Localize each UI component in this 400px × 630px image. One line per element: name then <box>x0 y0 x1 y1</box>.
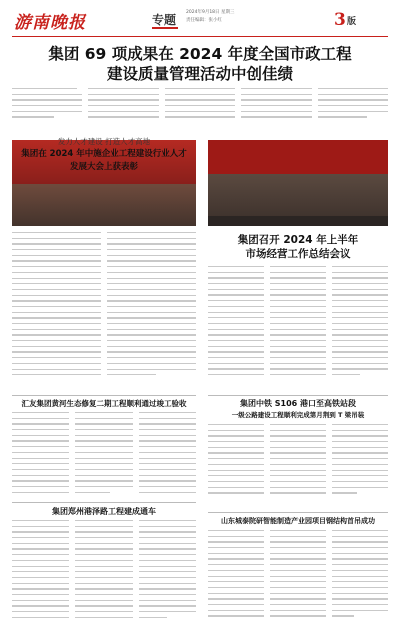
right-bottom-story-title: 山东城泰院研智能制造产业园项目钢结构首吊成功 <box>221 517 375 525</box>
section-underline <box>152 27 178 29</box>
text-column <box>165 88 235 132</box>
text-column <box>107 232 196 392</box>
right-feature-title-line2: 市场经营工作总结会议 <box>245 248 351 260</box>
text-column <box>332 424 388 498</box>
right-mid-story-title-line1: 集团中铁 S106 港口至高铁站段 <box>239 399 357 408</box>
left-feature-kicker: 发力人才建设 打造人才高地 <box>57 137 151 146</box>
text-column <box>12 232 101 392</box>
text-column <box>139 412 196 498</box>
top-article-body <box>12 88 388 132</box>
left-feature-title-line1: 集团在 2024 年中施企业工程建设行业人才 <box>21 149 187 159</box>
text-column <box>88 88 158 132</box>
header-rule <box>12 36 388 37</box>
audience-area <box>12 184 196 226</box>
masthead <box>0 0 400 36</box>
main-headline-line2: 建设质量管理活动中创佳绩 <box>106 65 293 83</box>
left-feature-title-line2: 发展大会上获表彰 <box>69 162 138 172</box>
section-divider <box>208 395 388 396</box>
text-column <box>270 266 326 392</box>
text-column <box>139 520 196 624</box>
issue-editor: 责任编辑：张小红 <box>186 18 222 23</box>
text-column <box>241 88 311 132</box>
stage-floor <box>208 216 388 226</box>
text-column <box>332 266 388 392</box>
text-column <box>75 412 132 498</box>
text-column <box>270 530 326 624</box>
text-column <box>75 520 132 624</box>
section-divider <box>208 512 388 513</box>
text-column <box>318 88 388 132</box>
left-bottom-story-title: 集团郑州港泽路工程建成通车 <box>52 507 156 516</box>
left-mid-story-body <box>12 412 196 498</box>
text-column <box>208 266 264 392</box>
text-column <box>332 530 388 624</box>
right-feature-photo <box>208 140 388 226</box>
right-feature-title-line1: 集团召开 2024 年上半年 <box>237 234 359 246</box>
section-divider <box>12 502 196 503</box>
issue-date: 2024年9月18日 星期三 <box>186 10 235 15</box>
page-suffix: 版 <box>347 17 357 27</box>
right-feature-body <box>208 266 388 392</box>
text-column <box>270 424 326 498</box>
text-column <box>12 88 82 132</box>
page-number: 3 <box>334 10 346 30</box>
text-column <box>12 412 69 498</box>
main-headline-line1: 集团 69 项成果在 2024 年度全国市政工程 <box>48 45 352 63</box>
issue-meta <box>186 9 234 25</box>
right-mid-story-body <box>208 424 388 498</box>
section-divider <box>12 395 196 396</box>
left-feature-body <box>12 232 196 392</box>
newspaper-logo: 游南晚报 <box>14 13 86 33</box>
right-mid-story-title-line2: 一级公路建设工程顺利完成第月荆到 T 梁吊装 <box>231 411 365 419</box>
left-bottom-story-body <box>12 520 196 624</box>
section-title: 专题 <box>152 13 177 27</box>
right-bottom-story-body <box>208 530 388 624</box>
meeting-backdrop <box>208 140 388 174</box>
text-column <box>208 530 264 624</box>
text-column <box>12 520 69 624</box>
text-column <box>208 424 264 498</box>
left-mid-story-title: 汇友集团黄河生态修复二期工程顺利通过竣工验收 <box>21 399 187 408</box>
